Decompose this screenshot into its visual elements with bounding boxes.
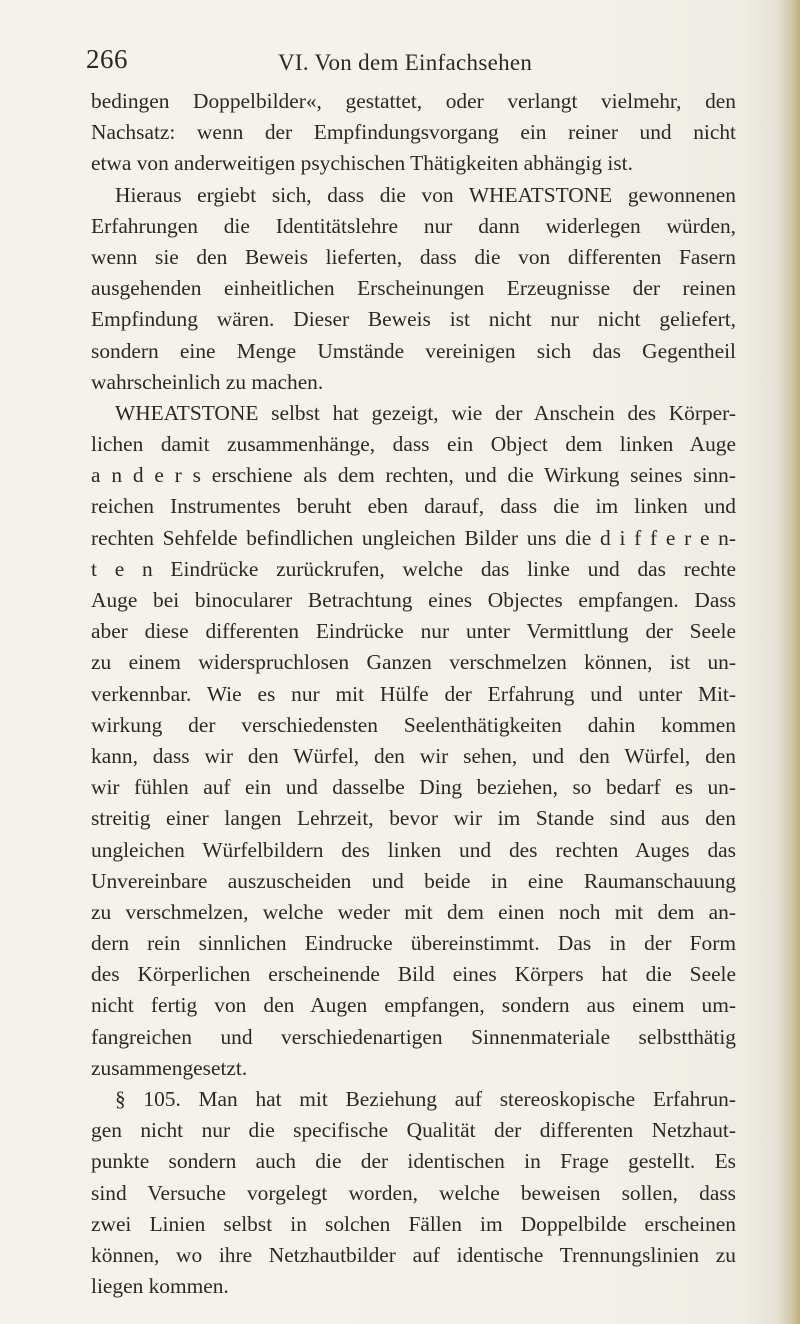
text-line: fangreichen und verschiedenartigen Sinnenmateriale selbstthätig: [91, 1024, 736, 1049]
text-line: aber diese differenten Eindrücke nur unter Vermittlung der Seele: [91, 619, 736, 644]
text-line: ausgehenden einheitlichen Erscheinungen Erzeugnisse der reinen: [91, 276, 736, 301]
text-line: Nachsatz: wenn der Empfindungsvorgang ein reiner und nicht: [91, 120, 736, 145]
text-line: wenn sie den Beweis lieferten, dass die von differenten Fasern: [91, 244, 736, 269]
text-line: zu einem widerspruchlosen Ganzen verschmelzen können, ist un-: [91, 650, 736, 675]
text-line: lichen damit zusammenhänge, dass ein Object dem linken Auge: [91, 432, 736, 457]
running-head: VI. Von dem Einfachsehen: [278, 50, 533, 75]
text-line: punkte sondern auch die der identischen in Frage gestellt. Es: [91, 1149, 736, 1174]
text-line: Erfahrungen die Identitätslehre nur dann widerlegen würden,: [91, 213, 736, 238]
text-line: Hieraus ergiebt sich, dass die von WHEATSTONE gewonnenen: [115, 182, 736, 207]
text-line: wahrscheinlich zu machen.: [91, 369, 324, 394]
text-line: a n d e r s erschiene als dem rechten, und die Wirkung seines sinn-: [91, 463, 736, 488]
text-line: zwei Linien selbst in solchen Fällen im Doppelbilde erscheinen: [91, 1211, 736, 1236]
text-line: streitig einer langen Lehrzeit, bevor wir im Stande sind aus den: [91, 806, 736, 831]
text-line: wirkung der verschiedensten Seelenthätigkeiten dahin kommen: [91, 712, 736, 737]
text-line: dern rein sinnlichen Eindrucke übereinstimmt. Das in der Form: [91, 931, 736, 956]
text-line: Unvereinbare auszuscheiden und beide in eine Raumanschauung: [91, 868, 736, 893]
text-line: gen nicht nur die specifische Qualität der differenten Netzhaut-: [91, 1118, 736, 1143]
text-line: WHEATSTONE selbst hat gezeigt, wie der Anschein des Körper-: [115, 400, 736, 425]
text-line: nicht fertig von den Augen empfangen, sondern aus einem um-: [91, 993, 736, 1018]
text-line: verkennbar. Wie es nur mit Hülfe der Erfahrung und unter Mit-: [91, 681, 736, 706]
text-line: reichen Instrumentes beruht eben darauf, dass die im linken und: [91, 494, 736, 519]
text-line: wir fühlen auf ein und dasselbe Ding beziehen, so bedarf es un-: [91, 775, 736, 800]
text-line: des Körperlichen erscheinende Bild eines Körpers hat die Seele: [91, 962, 736, 987]
text-line: kann, dass wir den Würfel, den wir sehen, und den Würfel, den: [91, 743, 736, 768]
text-line: t e n Eindrücke zurückrufen, welche das linke und das rechte: [91, 556, 736, 581]
text-line: rechten Sehfelde befindlichen ungleichen Bilder uns die d i f f e r e n-: [91, 525, 736, 550]
text-line: etwa von anderweitigen psychischen Thätigkeiten abhängig ist.: [91, 151, 633, 176]
text-line: sind Versuche vorgelegt worden, welche beweisen sollen, dass: [91, 1180, 736, 1205]
text-line: zusammengesetzt.: [91, 1055, 248, 1080]
text-line: liegen kommen.: [91, 1274, 229, 1299]
text-line: Auge bei binocularer Betrachtung eines Objectes empfangen. Dass: [91, 588, 736, 612]
text-line: bedingen Doppelbilder«, gestattet, oder verlangt vielmehr, den: [91, 89, 736, 113]
text-line: zu verschmelzen, welche weder mit dem einen noch mit dem an-: [91, 899, 736, 924]
text-line: § 105. Man hat mit Beziehung auf stereoskopische Erfahrun-: [115, 1087, 736, 1111]
text-line: sondern eine Menge Umstände vereinigen sich das Gegentheil: [91, 338, 736, 363]
text-line: Empfindung wären. Dieser Beweis ist nicht nur nicht geliefert,: [91, 307, 736, 332]
page-number: 266: [86, 44, 128, 74]
text-line: können, wo ihre Netzhautbilder auf identische Trennungslinien zu: [91, 1242, 736, 1267]
text-line: ungleichen Würfelbildern des linken und des rechten Auges das: [91, 837, 736, 862]
page-edge-shadow: [778, 0, 800, 1324]
page-header: [86, 44, 730, 84]
body-text: [91, 86, 736, 1302]
